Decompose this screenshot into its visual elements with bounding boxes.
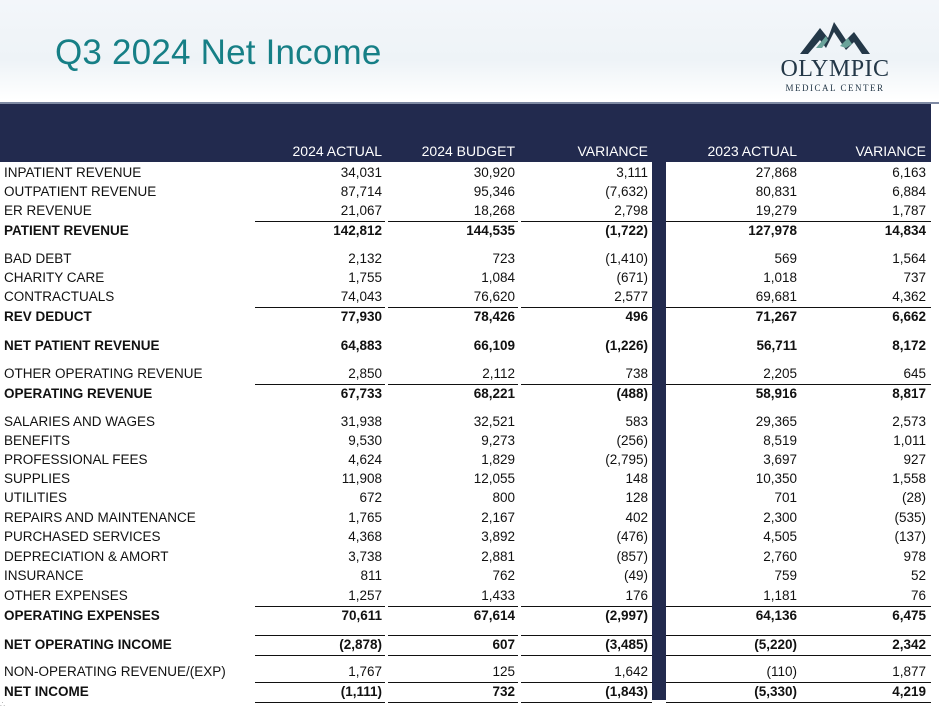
row-label: PROFESSIONAL FEES	[4, 452, 148, 467]
table-row	[0, 308, 939, 327]
cell-actual-2023: 27,868	[755, 165, 797, 180]
row-label: BENEFITS	[4, 433, 71, 448]
cell-variance-prior: 8,817	[892, 386, 926, 401]
cell-actual-2024: 4,368	[348, 529, 382, 544]
cell-actual-2024: 3,738	[348, 549, 382, 564]
row-label: UTILITIES	[4, 490, 68, 505]
total-rule	[255, 655, 385, 656]
table-row	[0, 202, 939, 221]
table-row	[0, 250, 939, 269]
col-header-2024-budget: 2024 BUDGET	[421, 143, 515, 159]
cell-actual-2024: 9,530	[348, 433, 382, 448]
cell-budget-2024: 66,109	[473, 338, 515, 353]
row-label: PURCHASED SERVICES	[4, 529, 161, 544]
table-row	[0, 607, 939, 626]
cell-budget-2024: 800	[492, 490, 515, 505]
cell-budget-2024: 68,221	[473, 386, 515, 401]
cell-variance-budget: 2,798	[614, 203, 648, 218]
mountain-logo-icon	[770, 18, 900, 58]
cell-actual-2024: 70,611	[341, 608, 382, 623]
cell-actual-2024: 2,850	[348, 366, 382, 381]
row-label: SUPPLIES	[4, 471, 71, 486]
row-label: CHARITY CARE	[4, 270, 105, 285]
total-rule	[388, 702, 518, 703]
cell-variance-prior: (28)	[901, 490, 926, 505]
total-rule	[521, 702, 652, 703]
cell-actual-2024: 74,043	[340, 289, 382, 304]
cell-variance-budget: 402	[625, 510, 648, 525]
row-label: INSURANCE	[4, 568, 84, 583]
cell-actual-2023: 1,181	[763, 588, 797, 603]
cell-budget-2024: 1,829	[481, 452, 515, 467]
row-label: OPERATING EXPENSES	[4, 608, 160, 623]
cell-variance-prior: 14,834	[884, 223, 926, 238]
cell-variance-prior: 978	[903, 549, 926, 564]
table-row	[0, 636, 939, 655]
cell-actual-2024: 2,132	[348, 251, 382, 266]
row-label: BAD DEBT	[4, 251, 72, 266]
col-header-2023-actual: 2023 ACTUAL	[707, 143, 797, 159]
cell-variance-prior: (535)	[894, 510, 926, 525]
table-row	[0, 528, 939, 547]
table-row	[0, 288, 939, 307]
cell-variance-prior: 6,662	[892, 309, 926, 324]
table-row	[0, 183, 939, 202]
cell-budget-2024: 2,881	[481, 549, 515, 564]
cell-variance-budget: 148	[625, 471, 648, 486]
table-row	[0, 509, 939, 528]
cell-budget-2024: 9,273	[481, 433, 515, 448]
cell-variance-prior: 737	[903, 270, 926, 285]
cell-variance-budget: (857)	[616, 549, 648, 564]
cell-actual-2024: (2,878)	[339, 637, 382, 652]
cell-budget-2024: 78,426	[473, 309, 515, 324]
cell-actual-2023: (5,220)	[754, 637, 797, 652]
cell-variance-budget: (256)	[616, 433, 648, 448]
cell-actual-2023: 56,711	[756, 338, 797, 353]
cell-variance-prior: 1,558	[892, 471, 926, 486]
cell-variance-prior: 2,342	[892, 637, 926, 652]
cell-actual-2024: 77,930	[340, 309, 382, 324]
cell-variance-budget: (2,795)	[605, 452, 648, 467]
table-row	[0, 432, 939, 451]
cell-actual-2023: 58,916	[755, 386, 797, 401]
cell-budget-2024: 2,167	[481, 510, 515, 525]
cell-actual-2023: 3,697	[763, 452, 797, 467]
table-row	[0, 548, 939, 567]
cell-variance-prior: 4,362	[892, 289, 926, 304]
total-rule	[521, 655, 652, 656]
row-label: PATIENT REVENUE	[4, 223, 129, 238]
cell-budget-2024: 762	[492, 568, 515, 583]
row-label: NET OPERATING INCOME	[4, 637, 172, 652]
table-row	[0, 489, 939, 508]
row-label: CONTRACTUALS	[4, 289, 115, 304]
table-row	[0, 470, 939, 489]
cell-actual-2023: 69,681	[755, 289, 797, 304]
cell-budget-2024: 125	[492, 664, 515, 679]
cell-budget-2024: 607	[492, 637, 515, 652]
table-row	[0, 683, 939, 702]
cell-actual-2023: 127,978	[748, 223, 797, 238]
cell-budget-2024: 2,112	[482, 366, 515, 381]
cell-actual-2023: 2,300	[763, 510, 797, 525]
cell-actual-2023: (5,330)	[754, 684, 797, 699]
cell-variance-prior: 1,877	[892, 664, 926, 679]
cell-variance-budget: 583	[625, 414, 648, 429]
cell-budget-2024: 76,620	[473, 289, 515, 304]
total-rule	[800, 655, 931, 656]
cell-variance-prior: 4,219	[892, 684, 926, 699]
total-rule	[666, 655, 801, 656]
cell-actual-2024: 672	[359, 490, 382, 505]
cell-variance-budget: (1,410)	[605, 251, 648, 266]
total-rule	[800, 702, 931, 703]
row-label: OPERATING REVENUE	[4, 386, 153, 401]
row-label: OTHER OPERATING REVENUE	[4, 366, 203, 381]
cell-actual-2024: 64,883	[340, 338, 382, 353]
cell-actual-2023: 569	[774, 251, 797, 266]
cell-variance-budget: (1,226)	[605, 338, 648, 353]
row-label: OUTPATIENT REVENUE	[4, 184, 157, 199]
cell-variance-prior: 8,172	[892, 338, 926, 353]
cell-actual-2023: 759	[774, 568, 797, 583]
table-row	[0, 663, 939, 682]
cell-variance-prior: 52	[910, 568, 926, 583]
cell-actual-2023: 701	[774, 490, 797, 505]
cell-variance-prior: 2,573	[892, 414, 926, 429]
cell-actual-2024: (1,111)	[340, 684, 382, 699]
table-row	[0, 269, 939, 288]
cell-budget-2024: 95,346	[473, 184, 515, 199]
cell-variance-budget: 738	[625, 366, 648, 381]
cell-variance-budget: 2,577	[614, 289, 648, 304]
cell-variance-budget: (1,843)	[605, 684, 648, 699]
page-title: Q3 2024 Net Income	[55, 33, 382, 72]
cell-actual-2024: 142,812	[333, 223, 382, 238]
cell-actual-2024: 1,257	[348, 588, 382, 603]
row-label: NET INCOME	[4, 684, 89, 699]
table-row	[0, 385, 939, 404]
col-header-variance-prior: VARIANCE	[855, 143, 926, 159]
cell-actual-2023: 2,205	[763, 366, 797, 381]
col-header-2024-actual: 2024 ACTUAL	[292, 143, 382, 159]
cell-actual-2023: (110)	[766, 664, 797, 679]
row-label: ER REVENUE	[4, 203, 92, 218]
cell-actual-2023: 8,519	[763, 433, 797, 448]
cell-actual-2023: 80,831	[755, 184, 797, 199]
cell-variance-budget: (2,997)	[605, 608, 648, 623]
cell-variance-prior: 76	[910, 588, 926, 603]
cell-actual-2023: 1,018	[763, 270, 797, 285]
cell-variance-budget: (476)	[616, 529, 648, 544]
cell-variance-prior: 1,787	[892, 203, 926, 218]
cell-actual-2023: 10,350	[755, 471, 797, 486]
table-row	[0, 337, 939, 356]
cell-variance-prior: 6,884	[892, 184, 926, 199]
cell-actual-2023: 64,136	[755, 608, 797, 623]
col-header-variance-budget: VARIANCE	[577, 143, 648, 159]
table-row	[0, 587, 939, 606]
cell-actual-2024: 87,714	[340, 184, 382, 199]
cell-actual-2023: 71,267	[755, 309, 797, 324]
cell-actual-2024: 31,938	[340, 414, 382, 429]
cell-variance-prior: 1,564	[892, 251, 926, 266]
cell-budget-2024: 32,521	[473, 414, 515, 429]
table-row	[0, 567, 939, 586]
cell-budget-2024: 723	[492, 251, 515, 266]
cell-actual-2023: 4,505	[763, 529, 797, 544]
cell-budget-2024: 3,892	[481, 529, 515, 544]
cell-actual-2024: 4,624	[348, 452, 382, 467]
row-label: INPATIENT REVENUE	[4, 165, 142, 180]
cell-budget-2024: 732	[492, 684, 515, 699]
cell-variance-budget: (488)	[616, 386, 648, 401]
cell-variance-prior: 6,475	[892, 608, 926, 623]
table-row	[0, 365, 939, 384]
cell-actual-2024: 1,765	[348, 510, 382, 525]
corner-mark: ∴	[0, 700, 6, 709]
cell-budget-2024: 144,535	[466, 223, 515, 238]
cell-actual-2023: 29,365	[755, 414, 797, 429]
cell-variance-prior: 1,011	[893, 433, 926, 448]
total-rule	[666, 702, 801, 703]
cell-budget-2024: 1,084	[481, 270, 515, 285]
table-row	[0, 413, 939, 432]
olympic-logo	[770, 18, 900, 98]
cell-actual-2024: 1,755	[348, 270, 382, 285]
cell-budget-2024: 67,614	[473, 608, 515, 623]
cell-actual-2023: 2,760	[763, 549, 797, 564]
row-label: REV DEDUCT	[4, 309, 92, 324]
cell-variance-budget: 176	[625, 588, 648, 603]
cell-variance-prior: 927	[903, 452, 926, 467]
table-row	[0, 222, 939, 241]
logo-subtitle: MEDICAL CENTER	[785, 83, 885, 93]
cell-variance-budget: 128	[625, 490, 648, 505]
cell-budget-2024: 12,055	[473, 471, 515, 486]
cell-budget-2024: 18,268	[473, 203, 515, 218]
cell-variance-budget: (1,722)	[605, 223, 648, 238]
table-row	[0, 451, 939, 470]
cell-variance-budget: (671)	[616, 270, 648, 285]
logo-wordmark: OLYMPIC	[780, 56, 890, 82]
cell-actual-2023: 19,279	[755, 203, 797, 218]
cell-variance-budget: 3,111	[616, 165, 648, 180]
cell-actual-2024: 11,908	[341, 471, 382, 486]
total-rule	[255, 702, 385, 703]
table-row	[0, 164, 939, 183]
row-label: OTHER EXPENSES	[4, 588, 128, 603]
cell-variance-budget: (3,485)	[605, 637, 648, 652]
cell-variance-budget: 496	[625, 309, 648, 324]
row-label: DEPRECIATION & AMORT	[4, 549, 169, 564]
cell-variance-prior: 6,163	[892, 165, 926, 180]
cell-actual-2024: 1,767	[348, 664, 382, 679]
cell-actual-2024: 21,067	[340, 203, 382, 218]
total-rule	[388, 655, 518, 656]
cell-actual-2024: 67,733	[340, 386, 382, 401]
cell-variance-budget: (7,632)	[605, 184, 648, 199]
cell-variance-prior: 645	[903, 366, 926, 381]
cell-variance-prior: (137)	[894, 529, 926, 544]
row-label: NET PATIENT REVENUE	[4, 338, 160, 353]
cell-budget-2024: 30,920	[473, 165, 515, 180]
cell-variance-budget: 1,642	[614, 664, 648, 679]
cell-actual-2024: 811	[360, 568, 382, 583]
cell-variance-budget: (49)	[623, 568, 648, 583]
row-label: NON-OPERATING REVENUE/(EXP)	[4, 664, 226, 679]
cell-actual-2024: 34,031	[340, 165, 382, 180]
row-label: SALARIES AND WAGES	[4, 414, 156, 429]
row-label: REPAIRS AND MAINTENANCE	[4, 510, 196, 525]
cell-budget-2024: 1,433	[481, 588, 515, 603]
